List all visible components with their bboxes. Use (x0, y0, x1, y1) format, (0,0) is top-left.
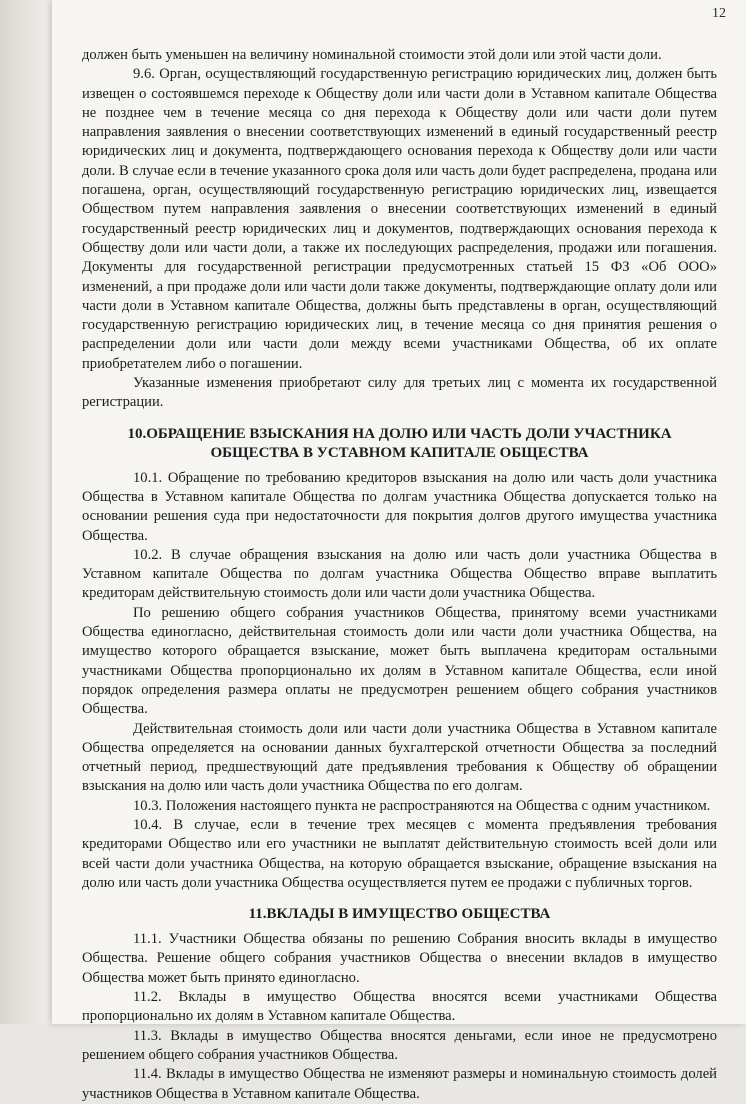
page-number: 12 (712, 6, 726, 21)
paragraph: 9.6. Орган, осуществляющий государственную регистрацию юридических лиц, должен быть извещен о состоявшемся переходе к Обществу доли или части доли в Уставном капитале Общества не позднее чем в течение месяца со дня перехода к Обществу доли или части доли путем направления заявления о внесении соответствующих изменений в единый государственный реестр юридических лиц и документа, подтверждающего основания перехода к Обществу доли или части доли. В случае если в течение указанного срока доля или часть доли будет распределена, продана или погашена, орган, осуществляющий государственную регистрацию юридических лиц, извещается Обществом путем направления заявления о внесении соответствующих изменений в единый государственный реестр юридических лиц и документов, подтверждающих основания перехода к Обществу доли или части доли, а также их последующих распределения, продажи или погашения. Документы для государственной регистрации предусмотренных статьей 15 ФЗ «Об ООО» изменений, а при продаже доли или части доли также документы, подтверждающие оплату доли или части доли в Уставном капитале Общества, должны быть представлены в орган, осуществляющий государственную регистрацию юридических лиц, в течение месяца со дня принятия решения о распределении доли или части доли между всеми участниками Общества, об их оплате приобретателем либо о погашении. (82, 66, 717, 372)
paragraph: 11.1. Участники Общества обязаны по решению Собрания вносить вклады в имущество Общества. Решение общего собрания участников Общества о внесении вкладов в имущество Общества может быть принято единогласно. (82, 931, 717, 986)
paragraph: 10.4. В случае, если в течение трех месяцев с момента предъявления требования кредиторами Общество или его участники не выплатят действительную стоимость всей доли или всей части доли участника Общества, на которую обращается взыскание, обращение взыскания на долю или часть доли участника Общества осуществляется путем ее продажи с публичных торгов. (82, 816, 717, 891)
paragraph: 10.2. В случае обращения взыскания на долю или часть доли участника Общества в Уставном капитале Общества по долгам участника Общества Общество вправе выплатить кредиторам действительную стоимость доли или части доли участника Общества. (82, 546, 717, 602)
paragraph: 11.3. Вклады в имущество Общества вносятся деньгами, если иное не предусмотрено решением общего собрания участников Общества. (82, 1027, 717, 1063)
paragraph: 10.3. Положения настоящего пункта не распространяются на Общества с одним участником. (133, 797, 711, 814)
section-heading-line: ОБЩЕСТВА В УСТАВНОМ КАПИТАЛЕ ОБЩЕСТВА (210, 444, 589, 461)
document-page (52, 0, 746, 1102)
paragraph: должен быть уменьшен на величину номинальной стоимости этой доли или этой части доли. (82, 47, 662, 63)
paragraph: По решению общего собрания участников Общества, принятому всеми участниками Общества единогласно, действительная стоимость доли или части доли участника Общества, на имущество которого обращается взыскание, может быть выплачена кредиторам остальными участниками Общества пропорционально их долям в Уставном капитале Общества, если иной порядок определения размера оплаты не предусмотрен решением общего собрания участников Общества. (82, 604, 717, 718)
paragraph: 11.4. Вклады в имущество Общества не изменяют размеры и номинальную стоимость долей участников Общества в Уставном капитале Общества. (82, 1066, 717, 1102)
section-heading (82, 905, 717, 924)
document-body (82, 46, 717, 1104)
section-heading-line: 10.ОБРАЩЕНИЕ ВЗЫСКАНИЯ НА ДОЛЮ ИЛИ ЧАСТЬ ДОЛИ УЧАСТНИКА (127, 425, 672, 442)
paragraph: 10.1. Обращение по требованию кредиторов взыскания на долю или часть доли участника Общества в Уставном капитале Общества по долгам участника Общества допускается только на основании решения суда при недостаточности для покрытия долгов другого имущества участника Общества. (82, 469, 717, 544)
paragraph: 11.2. Вклады в имущество Общества вносятся всеми участниками Общества пропорционально их долям в Уставном капитале Общества. (82, 989, 717, 1025)
paragraph: Указанные изменения приобретают силу для третьих лиц с момента их государственной регистрации. (82, 375, 717, 411)
section-heading (82, 425, 717, 463)
paragraph: Действительная стоимость доли или части доли участника Общества в Уставном капитале Общества определяется на основании данных бухгалтерской отчетности Общества за последний отчетный период, предшествующий дате предъявления требования к Обществу об обращении взыскания на долю или часть доли участника Общества по его долгам. (82, 720, 717, 795)
section-heading-line: 11.ВКЛАДЫ В ИМУЩЕСТВО ОБЩЕСТВА (248, 906, 551, 923)
